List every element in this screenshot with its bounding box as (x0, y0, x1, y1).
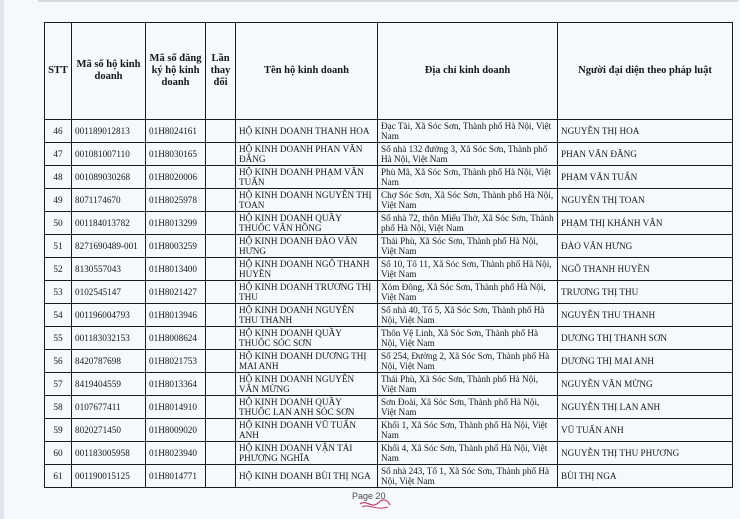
cell-lan-thay-doi (206, 235, 236, 258)
cell-lan-thay-doi (206, 442, 236, 465)
cell-ma-ho: 001184013782 (72, 212, 146, 235)
cell-dia-chi: Số nhà 132 đường 3, Xã Sóc Sơn, Thành phố Hà Nội, Việt Nam (378, 143, 558, 166)
table-row (45, 327, 733, 350)
cell-lan-thay-doi (206, 373, 236, 396)
table-row (45, 373, 733, 396)
table-row (45, 350, 733, 373)
cell-ten: HỘ KINH DOANH TRƯƠNG THỊ THU (236, 281, 378, 304)
cell-lan-thay-doi (206, 396, 236, 419)
table-row (45, 281, 733, 304)
cell-ma-ho: 001081007110 (72, 143, 146, 166)
cell-ma-dang-ky: 01H8030165 (146, 143, 206, 166)
table-row (45, 212, 733, 235)
cell-dia-chi: Số 254, Đường 2, Xã Sóc Sơn, Thành phố Hà Nội, Việt Nam (378, 350, 558, 373)
cell-dia-chi: Sơn Đoài, Xã Sóc Sơn, Thành phố Hà Nội, Việt Nam (378, 396, 558, 419)
cell-ten: HỘ KINH DOANH PHAN VĂN ĐĂNG (236, 143, 378, 166)
cell-ten: HỘ KINH DOANH VẬN TẢI PHƯƠNG NGHĨA (236, 442, 378, 465)
table-row (45, 465, 733, 488)
cell-ma-dang-ky: 01H8021753 (146, 350, 206, 373)
header-nguoi-dai-dien: Người đại diện theo pháp luật (558, 23, 733, 120)
cell-ten: HỘ KINH DOANH QUẦY THUỐC VÂN HỒNG (236, 212, 378, 235)
cell-stt: 57 (45, 373, 72, 396)
cell-ten: HỘ KINH DOANH THANH HOA (236, 120, 378, 143)
cell-ma-ho: 001183032153 (72, 327, 146, 350)
cell-nguoi-dai-dien: NGUYỄN THỊ HOA (558, 120, 733, 143)
table-row (45, 120, 733, 143)
cell-ma-ho: 001190015125 (72, 465, 146, 488)
cell-ma-dang-ky: 01H8013364 (146, 373, 206, 396)
table-row (45, 166, 733, 189)
page-number: Page 20 (352, 491, 386, 501)
header-ten: Tên hộ kinh doanh (236, 23, 378, 120)
cell-dia-chi: Số nhà 243, Tổ 1, Xã Sóc Sơn, Thành phố Hà Nội, Việt Nam (378, 465, 558, 488)
cell-ma-dang-ky: 01H8003259 (146, 235, 206, 258)
cell-nguoi-dai-dien: TRƯƠNG THỊ THU (558, 281, 733, 304)
cell-dia-chi: Số 10, Tổ 11, Xã Sóc Sơn, Thành phố Hà Nội, Việt Nam (378, 258, 558, 281)
cell-ma-dang-ky: 01H8025978 (146, 189, 206, 212)
table-row (45, 258, 733, 281)
header-stt: STT (45, 23, 72, 120)
cell-stt: 53 (45, 281, 72, 304)
cell-ma-ho: 0102545147 (72, 281, 146, 304)
table-header-row (45, 23, 733, 120)
cell-ma-ho: 8130557043 (72, 258, 146, 281)
cell-lan-thay-doi (206, 166, 236, 189)
header-lan-thay-doi: Lần thay đổi (206, 23, 236, 120)
cell-dia-chi: Phù Mã, Xã Sóc Sơn, Thành phố Hà Nội, Việt Nam (378, 166, 558, 189)
cell-ten: HỘ KINH DOANH QUẦY THUỐC LAN ANH SÓC SƠN (236, 396, 378, 419)
cell-nguoi-dai-dien: NGUYỄN THỊ LAN ANH (558, 396, 733, 419)
cell-nguoi-dai-dien: NGUYỄN VĂN MỪNG (558, 373, 733, 396)
cell-ma-dang-ky: 01H8013400 (146, 258, 206, 281)
cell-nguoi-dai-dien: DƯƠNG THỊ MAI ANH (558, 350, 733, 373)
business-registry-table (44, 22, 733, 488)
cell-ma-ho: 8020271450 (72, 419, 146, 442)
cell-nguoi-dai-dien: PHAN VĂN ĐĂNG (558, 143, 733, 166)
cell-stt: 58 (45, 396, 72, 419)
cell-nguoi-dai-dien: ĐÀO VĂN HƯNG (558, 235, 733, 258)
cell-ma-dang-ky: 01H8021427 (146, 281, 206, 304)
cell-dia-chi: Số nhà 40, Tổ 5, Xã Sóc Sơn, Thành phố Hà Nội, Việt Nam (378, 304, 558, 327)
cell-dia-chi: Thôn Vệ Linh, Xã Sóc Sơn, Thành phố Hà Nội, Việt Nam (378, 327, 558, 350)
cell-ma-ho: 8271690489-001 (72, 235, 146, 258)
cell-dia-chi: Khối 4, Xã Sóc Sơn, Thành phố Hà Nội, Việt Nam (378, 442, 558, 465)
cell-stt: 48 (45, 166, 72, 189)
cell-nguoi-dai-dien: BÙI THỊ NGA (558, 465, 733, 488)
cell-lan-thay-doi (206, 212, 236, 235)
cell-stt: 52 (45, 258, 72, 281)
cell-ma-dang-ky: 01H8013946 (146, 304, 206, 327)
cell-dia-chi: Số nhà 72, thôn Miếu Thờ, Xã Sóc Sơn, Thành phố Hà Nội, Việt Nam (378, 212, 558, 235)
signature-scribble (358, 495, 392, 513)
cell-ma-dang-ky: 01H8013299 (146, 212, 206, 235)
cell-stt: 50 (45, 212, 72, 235)
cell-ma-dang-ky: 01H8009020 (146, 419, 206, 442)
cell-stt: 51 (45, 235, 72, 258)
cell-ma-dang-ky: 01H8008624 (146, 327, 206, 350)
cell-ma-dang-ky: 01H8014771 (146, 465, 206, 488)
cell-ten: HỘ KINH DOANH PHẠM VĂN TUẤN (236, 166, 378, 189)
cell-lan-thay-doi (206, 143, 236, 166)
cell-lan-thay-doi (206, 327, 236, 350)
cell-ma-dang-ky: 01H8020006 (146, 166, 206, 189)
cell-dia-chi: Đạc Tài, Xã Sóc Sơn, Thành phố Hà Nội, Việt Nam (378, 120, 558, 143)
cell-nguoi-dai-dien: DƯƠNG THỊ THANH SƠN (558, 327, 733, 350)
cell-ten: HỘ KINH DOANH NGUYỄN THỊ TOAN (236, 189, 378, 212)
cell-stt: 59 (45, 419, 72, 442)
cell-stt: 55 (45, 327, 72, 350)
cell-ma-ho: 8420787698 (72, 350, 146, 373)
cell-ma-dang-ky: 01H8023940 (146, 442, 206, 465)
cell-nguoi-dai-dien: NGÔ THANH HUYỀN (558, 258, 733, 281)
cell-ma-ho: 001089030268 (72, 166, 146, 189)
cell-ma-ho: 001189012813 (72, 120, 146, 143)
cell-lan-thay-doi (206, 120, 236, 143)
cell-ma-ho: 8419404559 (72, 373, 146, 396)
cell-lan-thay-doi (206, 350, 236, 373)
table-row (45, 304, 733, 327)
cell-lan-thay-doi (206, 281, 236, 304)
cell-ten: HỘ KINH DOANH NGUYỄN VĂN MỪNG (236, 373, 378, 396)
table-row (45, 419, 733, 442)
cell-dia-chi: Thái Phù, Xã Sóc Sơn, Thành phố Hà Nội, Việt Nam (378, 373, 558, 396)
cell-ma-ho: 0107677411 (72, 396, 146, 419)
cell-dia-chi: Thái Phù, Xã Sóc Sơn, Thành phố Hà Nội, Việt Nam (378, 235, 558, 258)
cell-lan-thay-doi (206, 419, 236, 442)
cell-ten: HỘ KINH DOANH ĐÀO VĂN HƯNG (236, 235, 378, 258)
cell-ten: HỘ KINH DOANH NGUYỄN THU THANH (236, 304, 378, 327)
cell-stt: 61 (45, 465, 72, 488)
cell-stt: 56 (45, 350, 72, 373)
table-row (45, 235, 733, 258)
cell-dia-chi: Xóm Đông, Xã Sóc Sơn, Thành phố Hà Nội, Việt Nam (378, 281, 558, 304)
cell-ten: HỘ KINH DOANH VŨ TUẤN ANH (236, 419, 378, 442)
header-ma-dang-ky: Mã số đăng ký hộ kinh doanh (146, 23, 206, 120)
cell-nguoi-dai-dien: VŨ TUẤN ANH (558, 419, 733, 442)
cell-stt: 49 (45, 189, 72, 212)
cell-stt: 46 (45, 120, 72, 143)
cell-stt: 54 (45, 304, 72, 327)
cell-nguoi-dai-dien: PHẠM THỊ KHÁNH VÂN (558, 212, 733, 235)
cell-lan-thay-doi (206, 304, 236, 327)
table-row (45, 143, 733, 166)
cell-nguoi-dai-dien: NGUYỄN THỊ TOAN (558, 189, 733, 212)
page-edge (0, 0, 4, 519)
header-ma-ho: Mã số hộ kinh doanh (72, 23, 146, 120)
cell-nguoi-dai-dien: NGUYỄN THU THANH (558, 304, 733, 327)
cell-dia-chi: Chợ Sóc Sơn, Xã Sóc Sơn, Thành phố Hà Nội, Việt Nam (378, 189, 558, 212)
cell-ma-dang-ky: 01H8024161 (146, 120, 206, 143)
cell-ma-ho: 001196004793 (72, 304, 146, 327)
table-row (45, 189, 733, 212)
cell-ma-ho: 001183005958 (72, 442, 146, 465)
cell-nguoi-dai-dien: PHẠM VĂN TUẤN (558, 166, 733, 189)
cell-lan-thay-doi (206, 258, 236, 281)
table-row (45, 442, 733, 465)
cell-lan-thay-doi (206, 465, 236, 488)
header-dia-chi: Địa chỉ kinh doanh (378, 23, 558, 120)
cell-ten: HỘ KINH DOANH DƯƠNG THỊ MAI ANH (236, 350, 378, 373)
cell-stt: 47 (45, 143, 72, 166)
cell-ten: HỘ KINH DOANH BÙI THỊ NGA (236, 465, 378, 488)
cell-ma-dang-ky: 01H8014910 (146, 396, 206, 419)
cell-dia-chi: Khối 1, Xã Sóc Sơn, Thành phố Hà Nội, Việt Nam (378, 419, 558, 442)
cell-ten: HỘ KINH DOANH QUẦY THUỐC SÓC SƠN (236, 327, 378, 350)
cell-ten: HỘ KINH DOANH NGÔ THANH HUYỀN (236, 258, 378, 281)
table-row (45, 396, 733, 419)
cell-lan-thay-doi (206, 189, 236, 212)
page-edge-top (38, 0, 738, 2)
cell-nguoi-dai-dien: NGUYỄN THỊ THU PHƯƠNG (558, 442, 733, 465)
cell-stt: 60 (45, 442, 72, 465)
cell-ma-ho: 8071174670 (72, 189, 146, 212)
